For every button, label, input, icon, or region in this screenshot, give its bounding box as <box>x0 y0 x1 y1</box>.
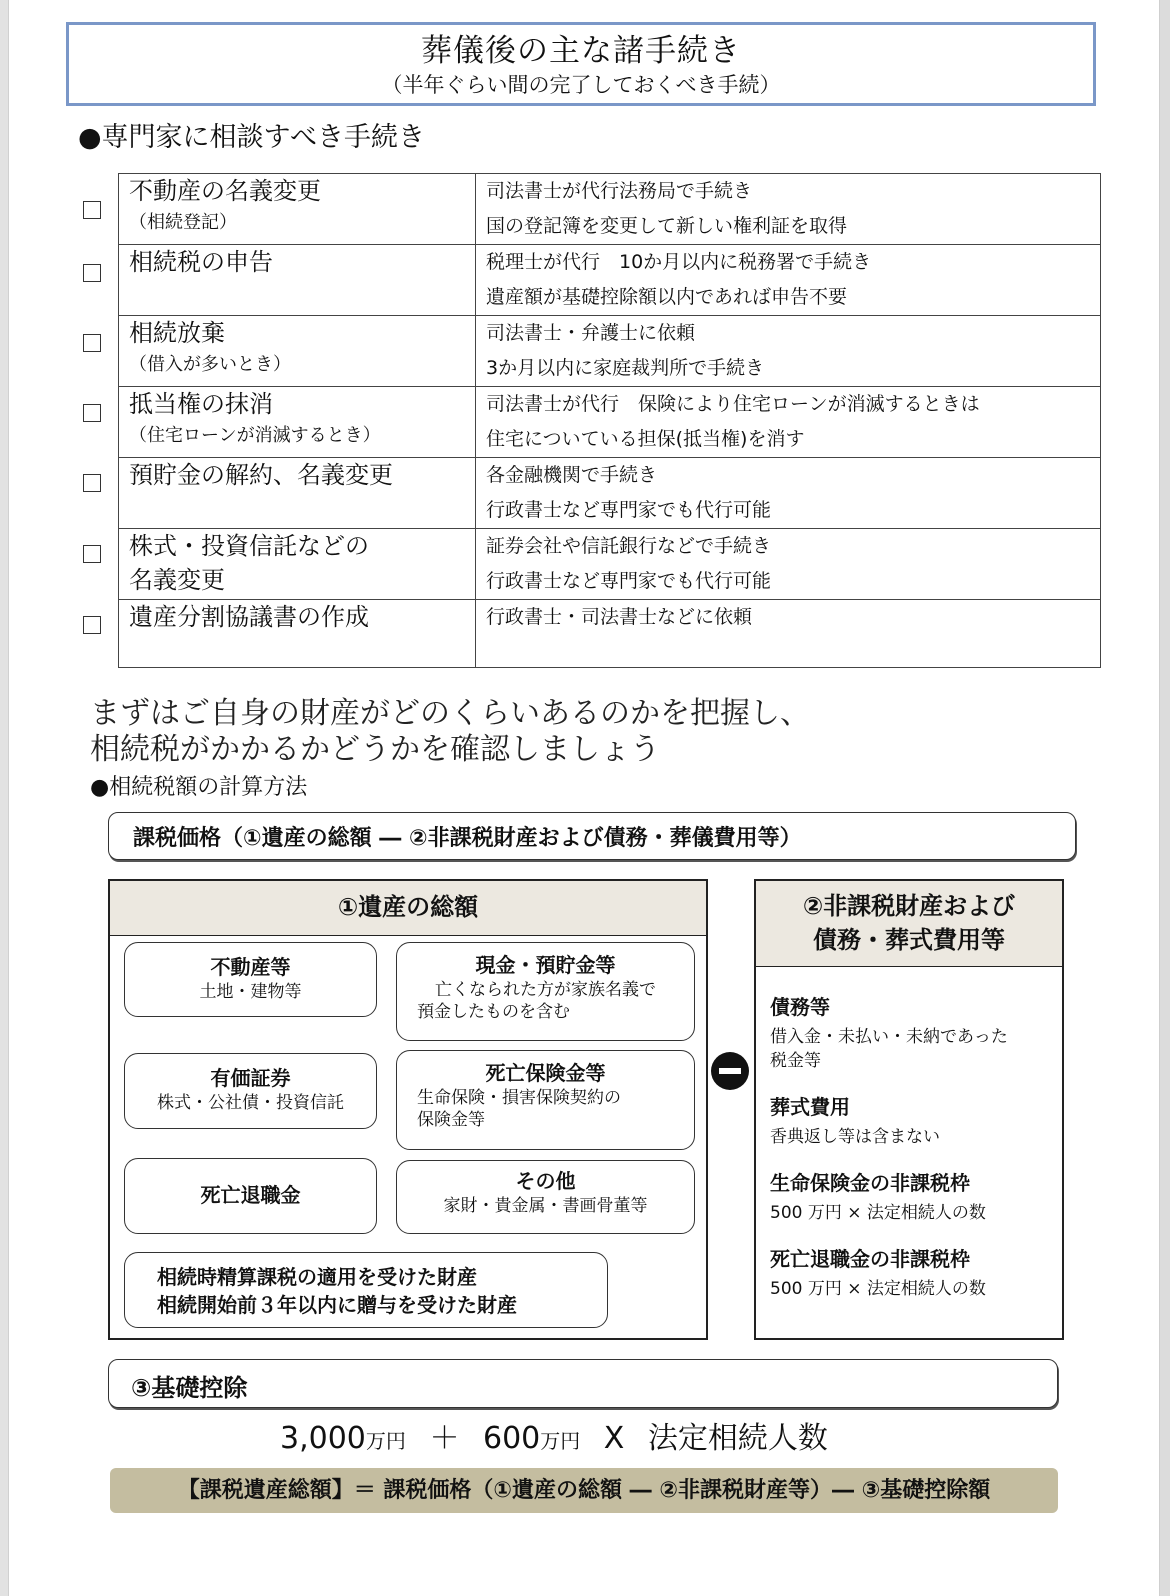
asset-name: 有価証券 <box>210 1066 291 1090</box>
plus-operator: ＋ <box>429 1421 460 1456</box>
item-title: 死亡退職金の非課税枠 <box>770 1247 970 1271</box>
page-left-gutter <box>0 0 9 1596</box>
procedure-detail: 行政書士など専門家でも代行可能 <box>486 499 772 521</box>
item-title: 債務等 <box>770 995 830 1019</box>
asset-name: 現金・預貯金等 <box>475 953 616 977</box>
procedure-detail-cell <box>476 245 1101 316</box>
unit: 万円 <box>365 1429 406 1453</box>
table-row <box>119 174 1101 245</box>
asset-desc: 預金したものを含む <box>417 1002 570 1022</box>
procedure-name: 相続税の申告 <box>129 248 273 276</box>
procedure-name-cell <box>119 458 476 529</box>
procedure-name: 預貯金の解約、名義変更 <box>129 461 393 489</box>
non-taxable-title-line1: ②非課税財産および <box>802 892 1016 920</box>
asset-name: 死亡退職金 <box>200 1183 301 1207</box>
lead-line-1: まずはご自身の財産がどのくらいあるのかを把握し、 <box>90 696 810 731</box>
table-row <box>119 600 1101 668</box>
item-desc: 香典返し等は含まない <box>770 1127 940 1147</box>
estate-total-panel <box>108 879 708 1340</box>
asset-line: 相続開始前３年以内に贈与を受けた財産 <box>157 1293 517 1317</box>
procedure-name: 相続放棄 <box>129 319 225 347</box>
procedure-detail: 行政書士・司法書士などに依頼 <box>486 606 753 628</box>
item-desc: 税金等 <box>770 1051 821 1071</box>
title-box <box>66 22 1096 106</box>
procedure-detail: 税理士が代行 10か月以内に税務署で手続き <box>486 251 872 273</box>
asset-desc: 株式・公社債・投資信託 <box>157 1093 344 1113</box>
lead-line-2: 相続税がかかるかどうかを確認しましょう <box>90 732 660 767</box>
procedure-note: （借入が多いとき） <box>129 354 291 375</box>
procedure-name-cell <box>119 316 476 387</box>
procedure-detail-cell <box>476 529 1101 600</box>
procedure-detail: 司法書士が代行 保険により住宅ローンが消滅するときは <box>486 393 980 415</box>
times-operator: X <box>603 1421 625 1456</box>
procedure-name-line2: 名義変更 <box>129 566 225 594</box>
taxable-value-box: 課税価格（①遺産の総額 ― ②非課税財産および債務・葬儀費用等） <box>108 812 1076 860</box>
asset-desc: 生命保険・損害保険契約の <box>417 1088 621 1108</box>
page-scrollbar[interactable] <box>1159 0 1170 1596</box>
procedure-detail: 遺産額が基礎控除額以内であれば申告不要 <box>486 286 848 308</box>
asset-desc: 土地・建物等 <box>199 982 302 1002</box>
procedure-name-cell <box>119 529 476 600</box>
asset-line: 相続時精算課税の適用を受けた財産 <box>157 1265 477 1289</box>
item-desc: 借入金・未払い・未納であった <box>770 1027 1008 1047</box>
procedure-detail: 司法書士が代行法務局で手続き <box>486 180 753 202</box>
unit: 万円 <box>540 1429 581 1453</box>
checkbox-row-2[interactable] <box>83 264 101 282</box>
item-title: 生命保険金の非課税枠 <box>770 1171 970 1195</box>
procedure-name-cell <box>119 174 476 245</box>
procedure-note: （住宅ローンが消滅するとき） <box>129 425 381 446</box>
procedure-detail-cell <box>476 600 1101 668</box>
procedures-table <box>118 173 1101 668</box>
procedure-detail: 証券会社や信託銀行などで手続き <box>486 535 772 557</box>
asset-retirement-allowance <box>124 1158 377 1234</box>
procedure-name-cell <box>119 600 476 668</box>
non-taxable-item-retirement <box>770 1245 1062 1301</box>
table-row <box>119 529 1101 600</box>
checkbox-row-1[interactable] <box>83 201 101 219</box>
asset-name: 不動産等 <box>210 955 291 979</box>
checkbox-row-6[interactable] <box>83 545 101 563</box>
checkbox-row-5[interactable] <box>83 474 101 492</box>
procedure-detail: 行政書士など専門家でも代行可能 <box>486 570 772 592</box>
item-title: 葬式費用 <box>770 1095 850 1119</box>
page-subtitle: （半年ぐらい間の完了しておくべき手続） <box>381 73 781 97</box>
checkbox-row-4[interactable] <box>83 404 101 422</box>
table-row <box>119 316 1101 387</box>
base-amount: 3,000 <box>280 1421 366 1456</box>
asset-death-insurance <box>396 1050 695 1150</box>
asset-desc: 家財・貴金属・書画骨董等 <box>443 1196 648 1216</box>
procedure-name: 抵当権の抹消 <box>129 390 273 418</box>
procedure-detail: 3か月以内に家庭裁判所で手続き <box>486 357 765 379</box>
basic-deduction-box: ③基礎控除 <box>108 1359 1058 1408</box>
procedure-detail-cell <box>476 316 1101 387</box>
asset-securities <box>124 1053 377 1129</box>
asset-name: 死亡保険金等 <box>485 1061 606 1085</box>
asset-desc: 保険金等 <box>417 1110 485 1130</box>
asset-desc: 亡くなられた方が家族名義で <box>435 980 656 1000</box>
section-heading-experts: ●専門家に相談すべき手続き <box>78 122 426 153</box>
procedure-detail-cell <box>476 174 1101 245</box>
procedure-detail-cell <box>476 458 1101 529</box>
taxable-estate-formula: 【課税遺産総額】＝ 課税価格（①遺産の総額 ― ②非課税財産等）― ③基礎控除額 <box>110 1468 1058 1513</box>
section-heading-calc: ●相続税額の計算方法 <box>90 775 308 800</box>
procedure-note: （相続登記） <box>129 212 237 233</box>
non-taxable-item-funeral <box>770 1093 1062 1149</box>
page-title: 葬儀後の主な諸手続き <box>421 33 741 69</box>
non-taxable-title-line2: 債務・葬式費用等 <box>813 926 1005 954</box>
asset-name: その他 <box>515 1169 576 1193</box>
checkbox-row-3[interactable] <box>83 334 101 352</box>
procedure-detail: 各金融機関で手続き <box>486 464 658 486</box>
asset-real-estate <box>124 942 377 1017</box>
heirs-label: 法定相続人数 <box>647 1421 828 1456</box>
basic-deduction-formula <box>280 1417 828 1463</box>
checkbox-row-7[interactable] <box>83 616 101 634</box>
table-row <box>119 387 1101 458</box>
table-row <box>119 458 1101 529</box>
non-taxable-panel <box>754 879 1064 1340</box>
procedure-name-cell <box>119 387 476 458</box>
procedure-detail-cell <box>476 387 1101 458</box>
non-taxable-title <box>756 881 1062 967</box>
procedure-name: 遺産分割協議書の作成 <box>129 603 369 631</box>
item-desc: 500 万円 × 法定相続人の数 <box>770 1203 986 1223</box>
lead-text <box>90 696 810 768</box>
minus-icon <box>711 1052 749 1090</box>
non-taxable-item-debts <box>770 993 1062 1073</box>
per-heir-amount: 600 <box>482 1421 541 1456</box>
non-taxable-item-life-insurance <box>770 1169 1062 1225</box>
asset-other <box>396 1160 695 1234</box>
procedure-detail: 司法書士・弁護士に依頼 <box>486 322 696 344</box>
procedure-name: 株式・投資信託などの <box>129 532 369 560</box>
procedure-detail: 住宅についている担保(抵当権)を消す <box>486 428 805 450</box>
estate-total-title: ①遺産の総額 <box>110 881 706 936</box>
procedure-name-cell <box>119 245 476 316</box>
procedure-name: 不動産の名義変更 <box>129 177 321 205</box>
table-row <box>119 245 1101 316</box>
non-taxable-list <box>756 967 1062 1301</box>
asset-gifted-property <box>124 1252 608 1328</box>
item-desc: 500 万円 × 法定相続人の数 <box>770 1279 986 1299</box>
procedure-detail: 国の登記簿を変更して新しい権利証を取得 <box>486 215 848 237</box>
asset-cash-deposits <box>396 942 695 1041</box>
